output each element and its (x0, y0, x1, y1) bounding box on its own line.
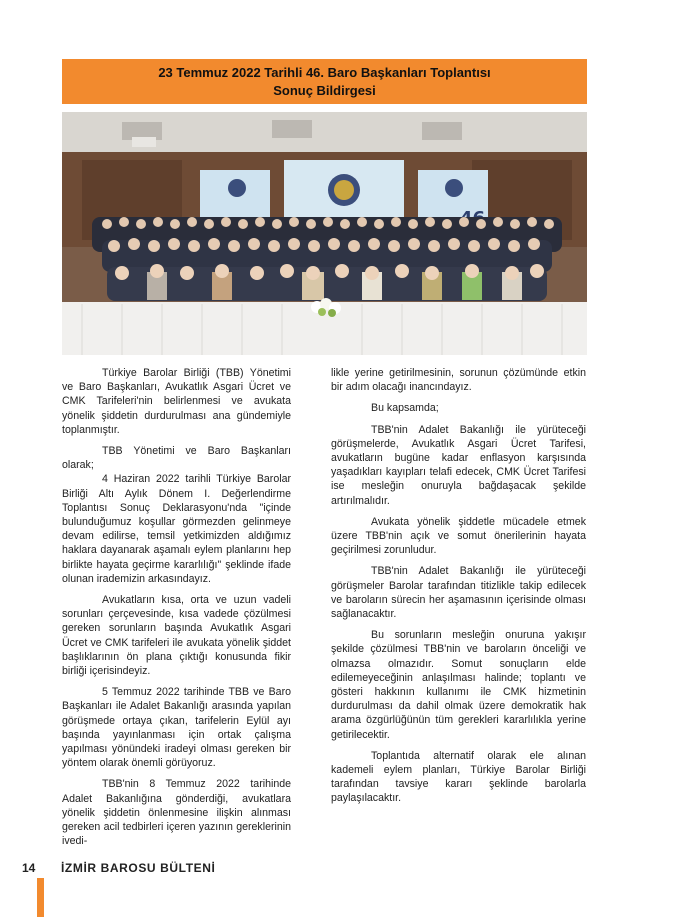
paragraph: TBB Yönetimi ve Baro Başkanları olarak; (62, 445, 291, 472)
paragraph: likle yerine getirilmesinin, sorunun çözümünde etkin bir adım olacağı inancındayız. (331, 367, 586, 394)
paragraph: 4 Haziran 2022 tarihli Türkiye Barolar Birliği Altı Aylık Dönem I. Değerlendirme Toplantısı Sonuç Deklarasyonu'nda "içinde bulunduğumuz koşullar görmezden gelinmeye devam edilirse, temsil yetkimizden aldığımız haklara dayanarak aşamalı eylem planlarını hep birlikte hayata geçirme kararlılığı" şeklinde ifade olunan irademizin arkasındayız. (62, 473, 291, 585)
paragraph: TBB'nin Adalet Bakanlığı ile yürüteceği görüşmeler Barolar tarafından titizlikle takip edilecek ve baroların sürecin her aşamasının içerisinde olması sağlanacaktır. (331, 565, 586, 621)
paragraph: Avukata yönelik şiddetle mücadele etmek üzere TBB'nin açık ve somut önerilerinin hayata geçirilmesi zorunludur. (331, 515, 586, 557)
paragraph: 5 Temmuz 2022 tarihinde TBB ve Baro Başkanları ile Adalet Bakanlığı arasında yapılan görüşmede ortaya çıkan, tarifelerin Eylül ayı başında yayınlanması için ortak çalışma yapılması yönündeki iradeyi olması gereken bir yöntem olarak önemli görüyoruz. (62, 686, 291, 770)
paragraph: Bu sorunların mesleğin onuruna yakışır şekilde çözülmesi TBB'nin ve baroların önceliği ve olmazsa olmazıdır. Somut sonuçların elde edilemeyeceğinin anlaşılması halinde; toplantı ve gösteri hakkının kullanımı ile CMK hizmetinin durdurulması da dahil olmak üzere demokratik hak arama özgürlüğünün tüm gerekleri kararlılıkla yerine getirilecektir. (331, 629, 586, 741)
right-column (331, 366, 586, 813)
title-banner (62, 59, 587, 104)
paragraph: TBB'nin Adalet Bakanlığı ile yürüteceği görüşmelerde, Avukatlık Asgari Ücret Tarifesi, avukatların bugüne kadar enflasyon karşısında yaşadıkları kayıpları telafi edecek, CMK Ücret Tarifesi ise mesleğin onuruyla bağdaşacak şekilde artırılmalıdır. (331, 423, 586, 507)
accent-bar (37, 878, 44, 917)
left-column (62, 366, 291, 856)
paragraph: Avukatların kısa, orta ve uzun vadeli sorunları çerçevesinde, kısa vadede çözülmesi gereken sorunların başında Avukatlık Asgari Ücret ve CMK tarifeleri ile avukata yönelik şiddet başlıklarının ön plana çıktığı konusunda fikir birliği içerisindeyiz. (62, 594, 291, 678)
publication-name: İZMİR BAROSU BÜLTENİ (61, 861, 216, 875)
paragraph: TBB'nin 8 Temmuz 2022 tarihinde Adalet Bakanlığına gönderdiği, avukatlara yönelik şiddetin önlenmesine ilişkin alınması gereken acil tedbirleri içeren yazının gereklerinin ivedi- (62, 778, 291, 848)
title-line-2: Sonuç Bildirgesi (273, 82, 376, 98)
paragraph: Türkiye Barolar Birliği (TBB) Yönetimi ve Baro Başkanları, Avukatlık Asgari Ücret ve CMK Tarifeleri'nin belirlenmesi ve avukata yönelik şiddetin durdurulması ana gündemiyle toplanmıştır. (62, 367, 291, 436)
page-number: 14 (22, 861, 36, 875)
paragraph: Toplantıda alternatif olarak ele alınan kademeli eylem planları, Türkiye Barolar Birliği tarafından tavsiye kararı şeklinde barolarla paylaşılacaktır. (331, 749, 586, 805)
group-photo (62, 112, 587, 355)
title-line-1: 23 Temmuz 2022 Tarihli 46. Baro Başkanları Toplantısı (158, 64, 491, 80)
paragraph: Bu kapsamda; (371, 402, 439, 415)
